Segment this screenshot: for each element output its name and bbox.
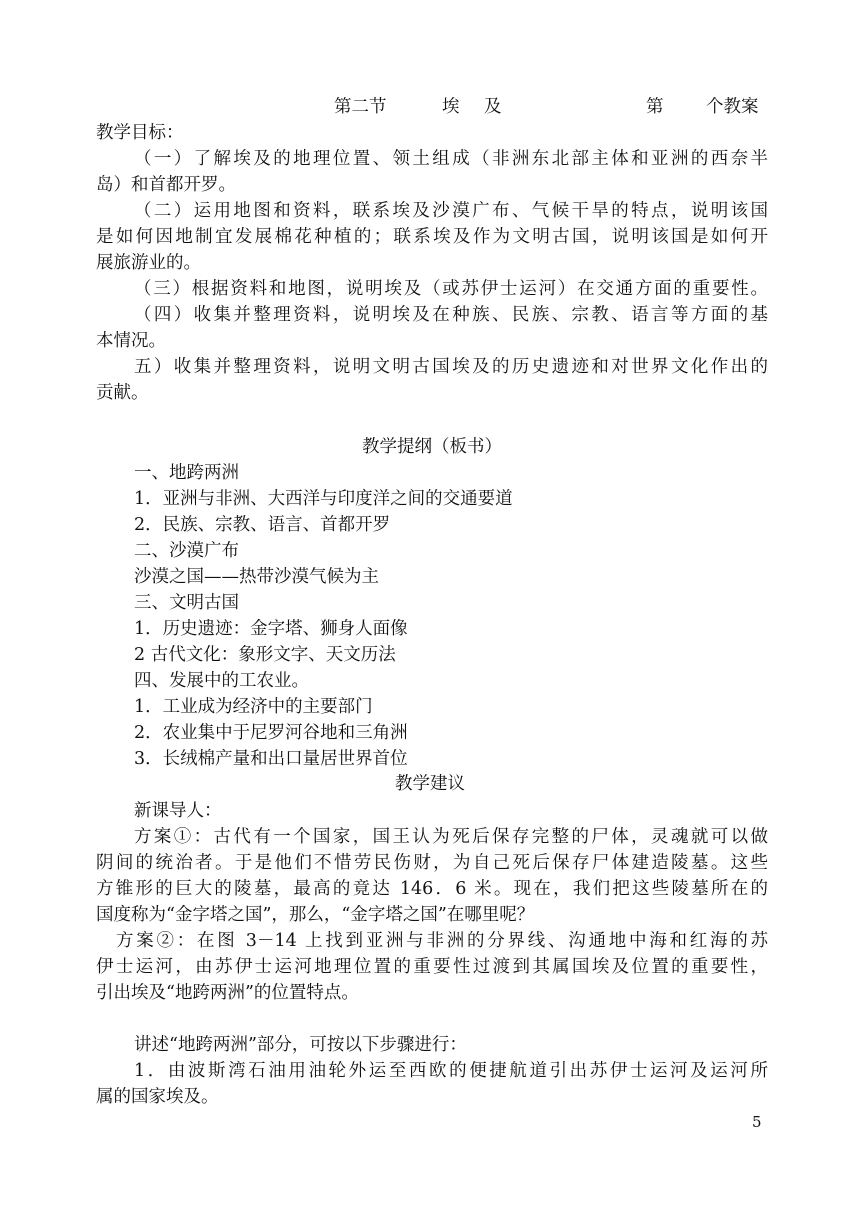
objectives-heading: 教学目标：	[96, 123, 184, 143]
outline-line: 一、地跨两洲	[134, 463, 239, 483]
step1-line: 属的国家埃及。	[96, 1087, 219, 1107]
objective-line: 五）收集并整理资料，说明文明古国埃及的历史遗迹和对世界文化作出的	[134, 357, 768, 377]
plan2-line: 引出埃及“地跨两洲”的位置特点。	[96, 983, 359, 1003]
outline-line: 四、发展中的工农业。	[134, 671, 309, 691]
objective-line: 岛）和首都开罗。	[96, 175, 236, 195]
plan1-line: 方锥形的巨大的陵墓，最高的竟达 146．6 米。现在，我们把这些陵墓所在的	[96, 879, 768, 899]
topic-char-1: 埃	[442, 97, 460, 117]
intro-label: 新课导人：	[134, 801, 222, 821]
lesson-plan-label: 个教案	[706, 97, 759, 117]
step1-line: 1．由波斯湾石油用油轮外运至西欧的便捷航道引出苏伊士运河及运河所	[134, 1061, 768, 1081]
objective-line: （四）收集并整理资料，说明埃及在种族、民族、宗教、语言等方面的基	[134, 305, 768, 325]
outline-line: 2 古代文化：象形文字、天文历法	[134, 645, 396, 665]
outline-line: 1．亚洲与非洲、大西洋与印度洋之间的交通要道	[134, 489, 513, 509]
outline-line: 1．历史遗迹：金字塔、狮身人面像	[134, 619, 408, 639]
topic-char-2: 及	[484, 97, 502, 117]
page-number: 5	[752, 1113, 762, 1131]
objective-line: 本情况。	[96, 331, 166, 351]
section-label: 第二节	[334, 97, 387, 117]
plan1-line: 国度称为“金字塔之国”，那么，“金字塔之国”在哪里呢？	[96, 905, 535, 925]
suggestions-heading: 教学建议	[395, 774, 465, 794]
outline-line: 2．民族、宗教、语言、首都开罗	[134, 515, 391, 535]
steps-intro: 讲述“地跨两洲”部分，可按以下步骤进行：	[134, 1035, 467, 1055]
outline-line: 二、沙漠广布	[134, 541, 239, 561]
outline-heading: 教学提纲（板书）	[362, 437, 502, 457]
plan1-line: 方案①：古代有一个国家，国王认为死后保存完整的尸体，灵魂就可以做	[134, 827, 768, 847]
objective-line: （三）根据资料和地图，说明埃及（或苏伊士运河）在交通方面的重要性。	[134, 279, 768, 299]
objective-line: 展旅游业的。	[96, 253, 201, 273]
plan1-line: 阴间的统治者。于是他们不惜劳民伤财，为自己死后保存尸体建造陵墓。这些	[96, 853, 768, 873]
objective-line: 是如何因地制宜发展棉花种植的；联系埃及作为文明古国，说明该国是如何开	[96, 227, 768, 247]
outline-line: 沙漠之国——热带沙漠气候为主	[134, 567, 379, 587]
objective-line: （一）了解埃及的地理位置、领土组成（非洲东北部主体和亚洲的西奈半	[134, 149, 768, 169]
outline-line: 1．工业成为经济中的主要部门	[134, 697, 373, 717]
plan2-line: 伊士运河，由苏伊士运河地理位置的重要性过渡到其属国埃及位置的重要性，	[96, 957, 768, 977]
outline-line: 2．农业集中于尼罗河谷地和三角洲	[134, 723, 408, 743]
lesson-di-label: 第	[646, 97, 664, 117]
plan2-line: 方案②：在图 3－14 上找到亚洲与非洲的分界线、沟通地中海和红海的苏	[116, 931, 768, 951]
outline-line: 三、文明古国	[134, 593, 239, 613]
objective-line: （二）运用地图和资料，联系埃及沙漠广布、气候干旱的特点，说明该国	[134, 201, 768, 221]
objective-line: 贡献。	[96, 383, 149, 403]
outline-line: 3．长绒棉产量和出口量居世界首位	[134, 749, 408, 769]
